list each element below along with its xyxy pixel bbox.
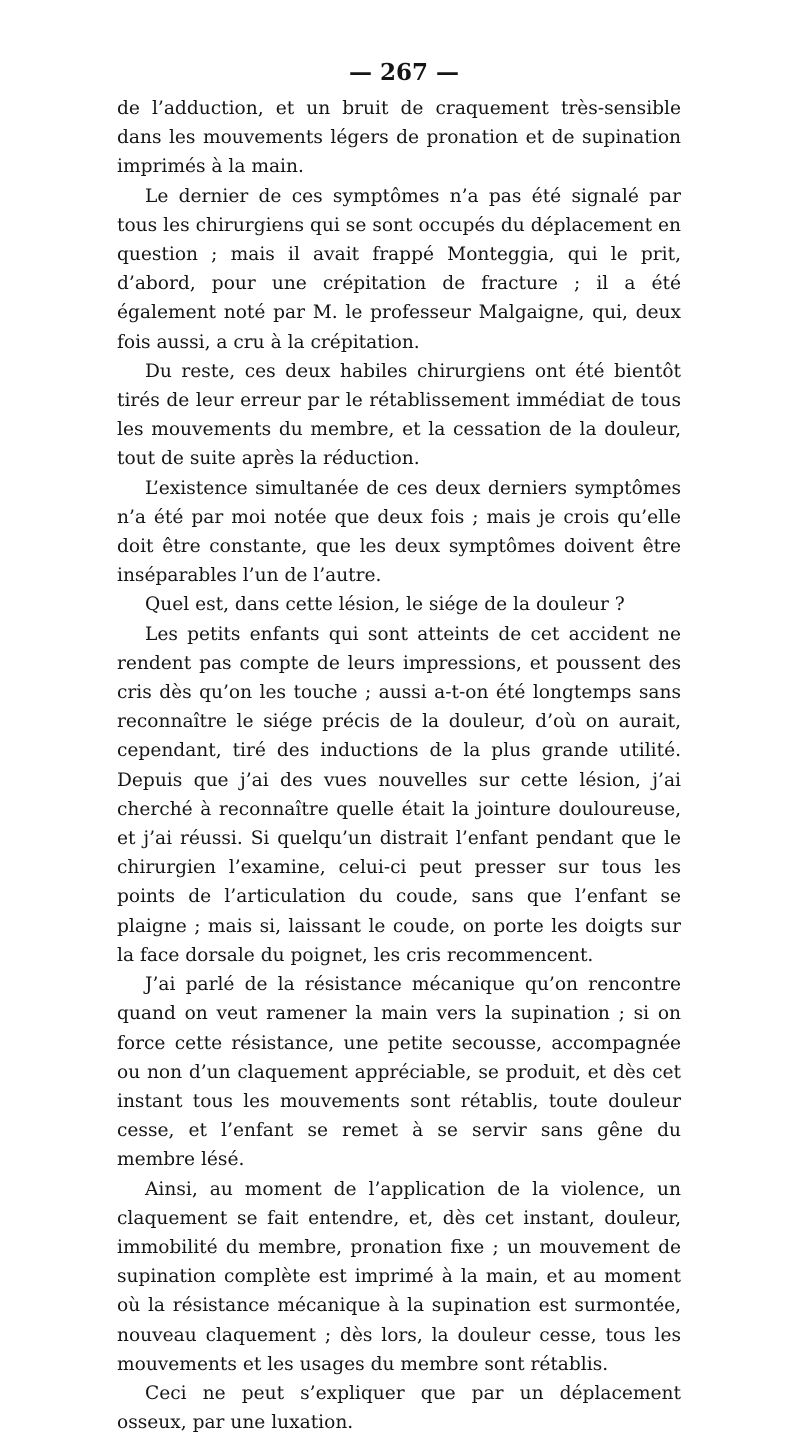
book-page — [117, 58, 681, 1437]
paragraph-symptom-signalled: Le dernier de ces symptômes n’a pas été signalé par tous les chirurgiens qui se sont occupés du déplacement en question ; mais il avait frappé Monteggia, qui le prit, d’abord, pour une crépitation de fracture ; il a été également noté par M. le professeur Malgaigne, qui, deux fois aussi, a cru à la crépitation. — [117, 185, 681, 353]
paragraph-surgeons-error: Du reste, ces deux habiles chirurgiens ont été bientôt tirés de leur erreur par le rétablissement immédiat de tous les mouvements du membre, et la cessation de la douleur, tout de suite après la réduction. — [117, 360, 681, 470]
paragraph-mechanical-resistance: J’ai parlé de la résistance mécanique qu’on rencontre quand on veut ramener la main vers la supination ; si on force cette résistance, une petite secousse, accompagnée ou non d’un claquement appréciable, se produit, et dès cet instant tous les mouvements sont rétablis, toute douleur cesse, et l’enfant se remet à se servir sans gêne du membre lésé. — [117, 974, 681, 1171]
paragraph-conclusion-luxation: Ceci ne peut s’expliquer que par un déplacement osseux, par une luxation. — [117, 1382, 681, 1434]
paragraph-simultaneous-symptoms: L’existence simultanée de ces deux derniers symptômes n’a été par moi notée que deux fois ; mais je crois qu’elle doit être constante, que les deux symptômes doivent être inséparables l’un de l’autre. — [117, 477, 681, 587]
page-number: — 267 — — [348, 59, 460, 86]
paragraph-children-examination: Les petits enfants qui sont atteints de cet accident ne rendent pas compte de leurs impressions, et poussent des cris dès qu’on les touche ; aussi a-t-on été longtemps sans reconnaître le siége précis de la douleur, d’où on aurait, cependant, tiré des inductions de la plus grande utilité. Depuis que j’ai des vues nouvelles sur cette lésion, j’ai cherché à reconnaître quelle était la jointure douloureuse, et j’ai réussi. Si quelqu’un distrait l’enfant pendant que le chirurgien l’examine, celui-ci peut presser sur tous les points de l’articulation du coude, sans que l’enfant se plaigne ; mais si, laissant le coude, on porte les doigts sur la face dorsale du poignet, les cris recommencent. — [117, 623, 681, 966]
paragraph-question-pain-seat: Quel est, dans cette lésion, le siége de la douleur ? — [145, 594, 625, 616]
paragraph-sequence-of-events: Ainsi, au moment de l’application de la violence, un claquement se fait entendre, et, dès cet instant, douleur, immobilité du membre, pronation fixe ; un mouvement de supination complète est imprimé à la main, et au moment où la résistance mécanique à la supination est surmontée, nouveau claquement ; dès lors, la douleur cesse, tous les mouvements et les usages du membre sont rétablis. — [117, 1178, 681, 1375]
paragraph-continuation: de l’adduction, et un bruit de craquement très-sensible dans les mouvements légers de pronation et de supination imprimés à la main. — [117, 98, 681, 178]
